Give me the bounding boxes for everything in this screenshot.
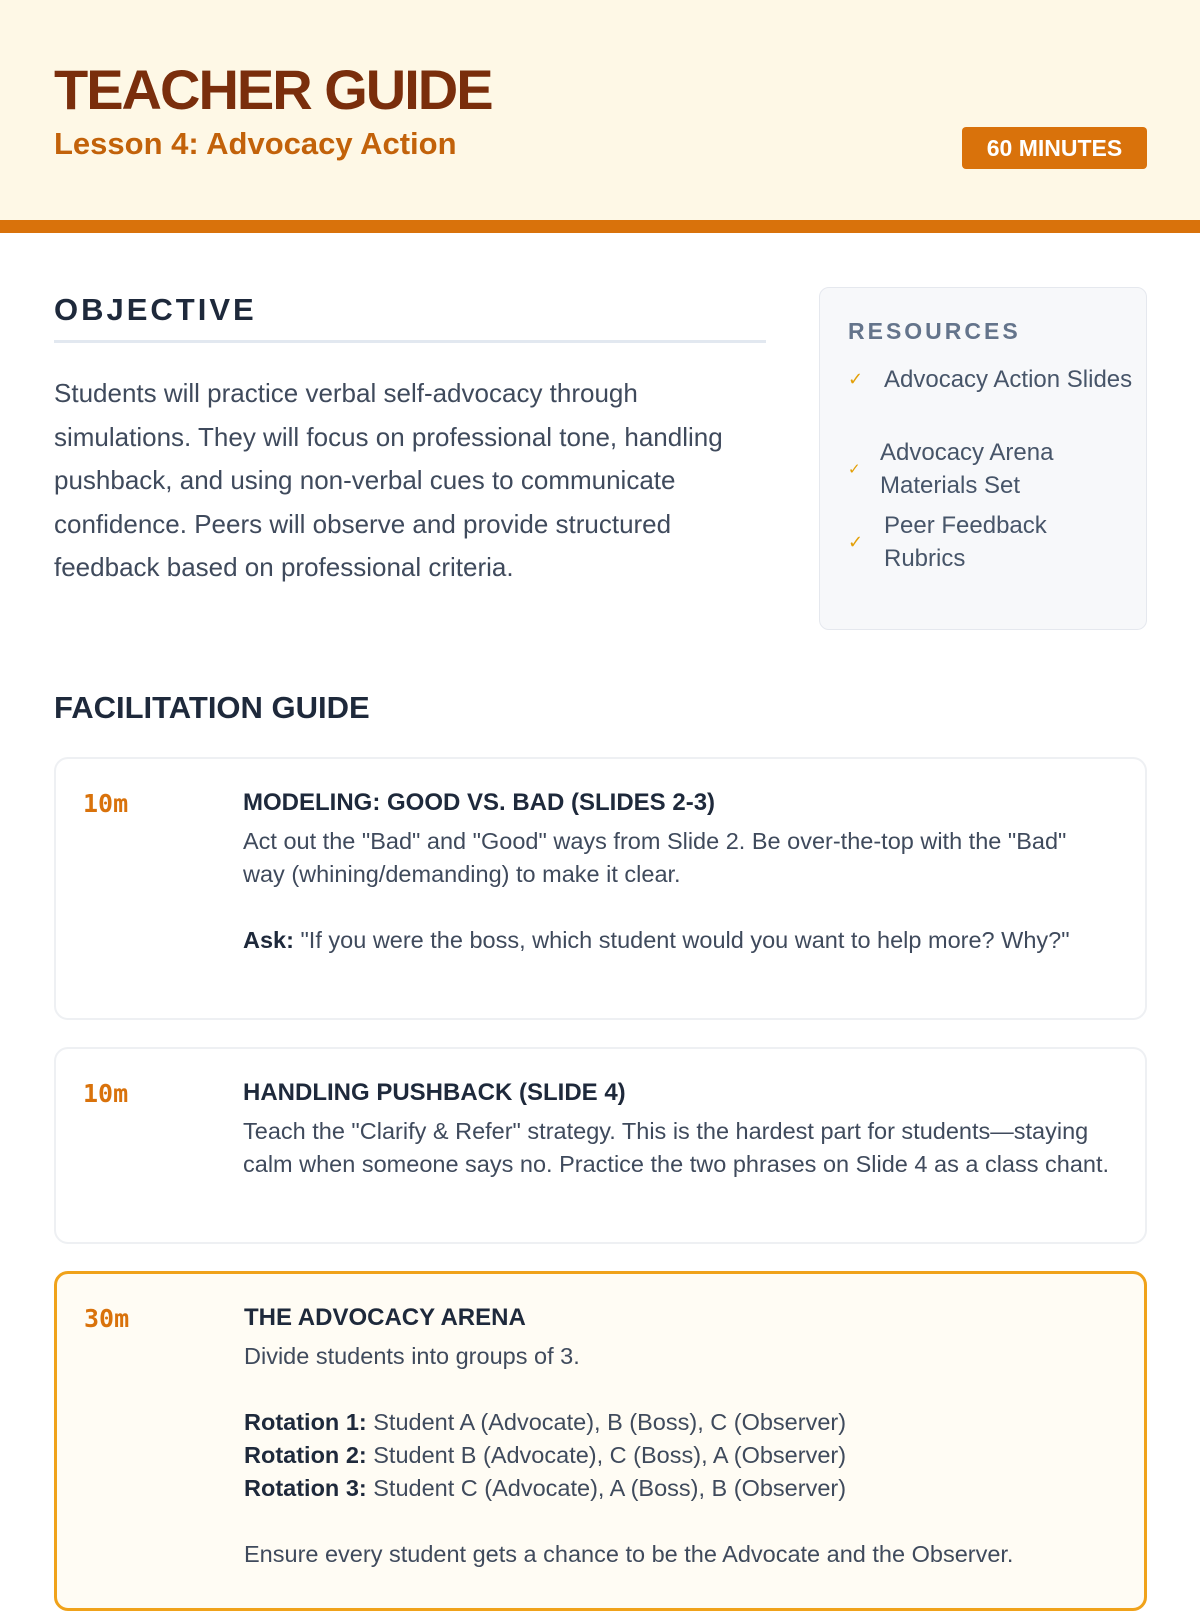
resources-heading: RESOURCES <box>848 318 1021 344</box>
objective-text: Students will practice verbal self-advocacy through simulations. They will focus on professional tone, handling pushback, and using non-verbal cues to communicate confidence. Peers will observe and provide structured feedback based on professional criteria. <box>54 378 723 582</box>
ask-label: Ask: <box>243 927 294 953</box>
resource-item <box>848 509 1134 575</box>
facilitation-heading: FACILITATION GUIDE <box>54 690 370 725</box>
rotation-label: Rotation 2: <box>244 1442 367 1468</box>
header-divider <box>0 220 1200 233</box>
step-card <box>54 757 1147 1020</box>
step-card-highlighted <box>54 1271 1147 1611</box>
lesson-title: Lesson 4: Advocacy Action <box>54 126 457 161</box>
step-description: Teach the "Clarify & Refer" strategy. This is the hardest part for students—staying calm when someone says no. Practice the two phrases on Slide 4 as a class chant. <box>243 1118 1110 1177</box>
step-ask <box>243 924 1113 957</box>
rotation-text: Student C (Advocate), A (Boss), B (Observer) <box>366 1475 847 1501</box>
objective-divider <box>54 340 766 343</box>
step-description: Divide students into groups of 3. <box>244 1343 580 1369</box>
check-icon: ✓ <box>848 369 864 389</box>
rotation-line <box>244 1439 1114 1472</box>
step-description: Act out the "Bad" and "Good" ways from Slide 2. Be over-the-top with the "Bad" way (whining/demanding) to make it clear. <box>243 828 1067 887</box>
step-body <box>243 787 1113 957</box>
rotation-text: Student A (Advocate), B (Boss), C (Observer) <box>366 1409 847 1435</box>
resource-label: Advocacy Arena Materials Set <box>880 439 1054 499</box>
page-title: TEACHER GUIDE <box>54 58 492 121</box>
step-time: 10m <box>83 1079 129 1108</box>
step-time: 30m <box>84 1304 130 1333</box>
resource-label: Peer Feedback Rubrics <box>884 512 1047 572</box>
ask-text: "If you were the boss, which student would you want to help more? Why?" <box>293 927 1070 953</box>
rotation-line <box>244 1406 1114 1439</box>
header <box>0 0 1200 220</box>
check-icon: ✓ <box>848 461 861 478</box>
step-closing: Ensure every student gets a chance to be the Advocate and the Observer. <box>244 1541 1014 1567</box>
rotation-label: Rotation 3: <box>244 1475 367 1501</box>
step-title: HANDLING PUSHBACK (SLIDE 4) <box>243 1079 626 1106</box>
step-body <box>243 1077 1113 1181</box>
resource-label: Advocacy Action Slides <box>884 366 1133 393</box>
resource-item <box>848 436 1130 502</box>
step-title: MODELING: GOOD VS. BAD (SLIDES 2-3) <box>243 789 716 816</box>
objective-heading: OBJECTIVE <box>54 292 257 327</box>
step-time: 10m <box>83 789 129 818</box>
resource-item <box>848 363 1134 396</box>
rotation-label: Rotation 1: <box>244 1409 367 1435</box>
rotation-text: Student B (Advocate), C (Boss), A (Observer) <box>366 1442 847 1468</box>
step-title: THE ADVOCACY ARENA <box>244 1304 526 1331</box>
step-text <box>244 1340 1114 1571</box>
resources-card <box>819 287 1147 630</box>
check-icon: ✓ <box>848 531 864 552</box>
step-card <box>54 1047 1147 1244</box>
rotation-line <box>244 1472 1114 1505</box>
step-text <box>243 825 1113 957</box>
step-body <box>244 1302 1114 1571</box>
duration-badge: 60 MINUTES <box>962 127 1147 169</box>
